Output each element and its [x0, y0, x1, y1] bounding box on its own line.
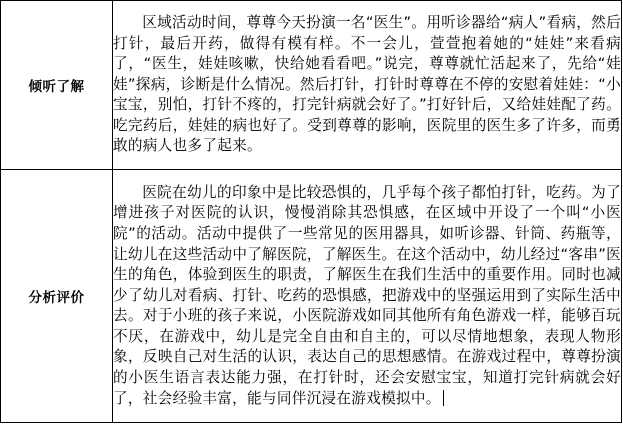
- analysis-text: 医院在幼儿的印象中是比较恐惧的，几乎每个孩子都怕打针，吃药。为了增进孩子对医院的认识，慢慢消除其恐惧感，在区域中开设了一个叫“小医院”的活动。活动中提供了一些常见的医用器具，如听诊器、针筒、药瓶等，让幼儿在这些活动中了解医院，了解医生。在这个活动中，幼儿经过“客串”医生的角色，体验到医生的职责，了解医生在我们生活中的重要作用。同时也减少了幼儿对看病、打针、吃药的恐惧感，把游戏中的坚强运用到了实际生活中去。对于小班的孩子来说，小医院游戏如同其他所有角色游戏一样，能够百玩不厌，在游戏中，幼儿是完全自由和自主的，可以尽情地想象，表现人物形象，反映自己对生活的认识，表达自己的思想感情。在游戏过程中，尊尊扮演的小医生语言表达能力强，在打针时，还会安慰宝宝，知道打完针病就会好了，社会经验丰富，能与同伴沉浸在游戏模拟中。: [113, 183, 621, 407]
- observation-paragraph: 区域活动时间，尊尊今天扮演一名“医生”。用听诊器给“病人”看病，然后打针，最后开药，做得有模有样。不一会儿，萱萱抱着她的“娃娃”来看病了，“医生，娃娃咳嗽，快给她看看吧。”说完，尊尊就忙活起来了，先给“娃娃”探病，诊断是什么情况。然后打针，打针时尊尊在不停的安慰着娃娃：“小宝宝，别怕，打针不疼的，打完针病就会好了。”打好针后，又给娃娃配了药。吃完药后，娃娃的病也好了。受到尊尊的影响，医院里的医生多了许多，而勇敢的病人也多了起来。: [113, 13, 621, 155]
- text-cursor: [443, 390, 445, 406]
- table-row-analysis-evaluation: [1, 170, 622, 423]
- row-label-analysis-evaluation: 分析评价: [1, 170, 113, 423]
- row-content-analysis-evaluation[interactable]: [113, 170, 622, 423]
- analysis-paragraph[interactable]: [113, 183, 621, 410]
- row-content-listen-understand: [113, 1, 622, 170]
- table-row-listen-understand: [1, 1, 622, 170]
- row-label-listen-understand: 倾听了解: [1, 1, 113, 170]
